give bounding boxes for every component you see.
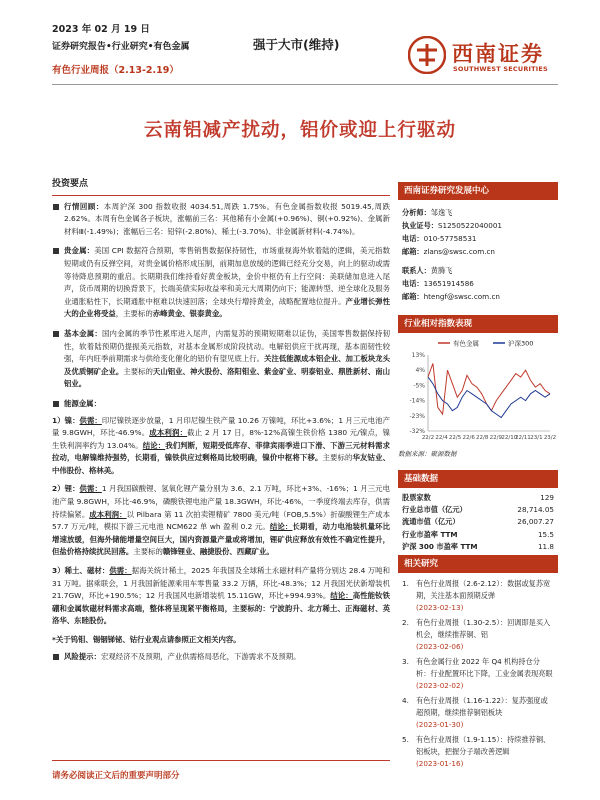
related-research-item[interactable]	[402, 695, 554, 731]
email-line[interactable]: 邮箱：zlans@swsc.com.cn	[402, 247, 495, 256]
subsection-rare-earth	[52, 565, 390, 628]
related-number: 1.	[402, 579, 409, 588]
keyword: 贵金属：	[64, 246, 95, 256]
footer-divider	[52, 760, 390, 761]
sub-head: 1）镍：	[52, 415, 80, 425]
conclusion: 我们判断，短期受低库存、菲律宾雨季进口下滑、下游三元材料需求拉动，电解镍维持强势，长期看，镍铁供应过剩格局比较明确，镍价中枢将下移。	[52, 440, 390, 463]
rating: 强于大市(维持)	[253, 37, 340, 52]
paragraph-text: 本周沪深 300 指数收报 4034.51,周跌 1.75%。有色金属指数收报 5019.45,周跌 2.62%。本周有色金属各子板块，涨幅前三名：其他稀有小金属(+0.96%)、铜(+0.92%)、金属新材料Ⅲ(-1.49%)；涨幅后三名：铅锌(-2.80%)、稀土(-3.70%)、非金属新材料(-4.74%)。	[64, 201, 390, 236]
paragraph-text: 印尼镍铁逐步放量，1 月印尼镍生铁产量 10.26 万镍吨，环比+3.6%；1 月三元电池产量 9.8GWH，环比-46.9%。	[52, 415, 390, 438]
report-date: 2023 年 02 月 19 日	[52, 24, 150, 35]
paragraph-base-metals	[52, 328, 390, 391]
targets: 赣锋锂业、融捷股份、西藏矿业。	[162, 547, 274, 557]
paragraph-precious-metals	[52, 245, 390, 321]
underlined-label: 成本利润：	[89, 509, 127, 519]
paragraph-text: ，主要标的	[115, 309, 153, 319]
paragraph-text: 截止 2 月 17 日，8%-12%高镍生铁价格 1380 元/镍点，镍生铁利润率约为 13.04%。	[52, 428, 390, 450]
chart-source: 数据来源：聚源数据	[398, 450, 457, 458]
logo-text-en: SOUTHWEST SECURITIES	[453, 65, 548, 73]
y-tick-label: 4%	[415, 367, 425, 375]
paragraph-text: 宏观经济不及预期，产业供需格局恶化，下游需求不及预期。	[100, 651, 301, 661]
related-body	[416, 617, 554, 653]
conclusion: 长期看，动力电池装机量环比增速放缓，但海外储能增量空间巨大，国内资源量产量或将增加，锂矿供应释放有效性不确定性提升，但盐价格持续扰民回落。	[52, 522, 390, 557]
bullet-icon	[53, 654, 59, 660]
basic-data-row	[402, 516, 554, 528]
related-body	[416, 578, 554, 614]
bullet-icon	[53, 248, 59, 254]
y-tick-label: 13%	[411, 352, 425, 359]
related-date: (2023-02-13)	[416, 603, 464, 612]
related-number: 5.	[402, 735, 409, 744]
chart-panel	[398, 315, 558, 458]
related-body	[416, 734, 554, 770]
x-tick-label: 22/5	[448, 435, 462, 441]
underlined-label: 供需：	[79, 415, 102, 425]
basic-data-key: 沪深 300 市盈率 TTM	[402, 541, 478, 551]
basic-data-value: 11.8	[537, 541, 554, 551]
report-type: 证券研究报告•行业研究•有色金属	[52, 42, 190, 52]
targets: 华友钴业、中伟股份、格林美。	[52, 453, 390, 475]
x-tick-label: 22/2	[421, 435, 435, 441]
bold-text: 产业增长弹性大的企业将受益	[64, 296, 390, 319]
related-number: 2.	[402, 618, 409, 627]
x-tick-label: 23/1	[530, 435, 543, 441]
paragraph-text: 主要标的	[123, 366, 153, 376]
basic-data-key: 股票家数	[402, 493, 431, 502]
related-date: (2023-02-02)	[416, 681, 464, 690]
keyword: 基本金属：	[64, 328, 102, 338]
conclusion: 高性能钕铁硼和金属软磁材料需求高端，整体将呈现紧平衡格局，主要标的：	[52, 591, 390, 613]
underlined-label: 结论：	[330, 591, 353, 601]
related-title-text[interactable]: 有色行业周报（2.6-2.12）：数据或复苏宽期，关注基本面预期反弹	[416, 579, 551, 600]
related-research-item[interactable]	[402, 656, 554, 692]
keyword: 行情回顾：	[64, 201, 104, 211]
targets: 宁波韵升、北方稀土、正海磁材、英洛华、东睦股份。	[52, 603, 390, 626]
paragraph-text: 美国 CPI 数据符合预期，零售销售数据保持韧性，市场重视海外软着陆的逻辑，美元指数短期或仍有反弹空间，对贵金属价格形成压制，前期加息放缓的逻辑已经充分交易，向上的驱动或需等待降息预期的重启。长期期我们维持看好黄金板块，金价中枢仍有上行空间：美联储加息进入尾声，货币周期的切换背景下，长端美债实际收益率和美元大周期仍向下；能源转型、逆全球化及服务业通胀粘性下，长期通胀中枢难以快速回落；全球央行增持黄金，战略配置地位提升。	[64, 246, 390, 306]
contact-email-line[interactable]: 邮箱：htengf@swsc.com.cn	[402, 292, 500, 301]
contact-line: 联系人：黄腾飞	[402, 266, 453, 275]
targets: 赤峰黄金、银泰黄金。	[152, 309, 227, 319]
bold-text: 关注低能源成本铝企业、加工板块龙头及优质铜矿企业。	[64, 354, 390, 376]
related-title: 相关研究	[398, 555, 558, 573]
basic-data-row	[402, 541, 554, 553]
paragraph-text: 国内金属的季节性累库进入尾声，内需复苏的预期短期难以证伪，美国零售数据保持韧性，软着陆预期仍提振美元指数，对基本金属形成阶段扰动。电解铝供应干扰再现，基本面韧性较强，年内旺季前期需求与供给变化催化的铝价有望见底上行。	[64, 328, 390, 364]
header-divider	[52, 84, 558, 85]
keyword: 能源金属：	[64, 398, 101, 408]
chart-title-bar: 行业相对指数表现	[398, 315, 558, 333]
subsection-nickel	[52, 415, 390, 478]
x-tick-label: 22/11	[514, 435, 531, 441]
paragraph-text: 主要标的	[322, 453, 353, 463]
basic-data-row	[402, 492, 554, 504]
paragraph-text: 主要标的	[133, 547, 163, 557]
x-tick-label: 22/9	[489, 435, 502, 441]
paragraph-energy-metals	[52, 398, 390, 411]
basic-data-row	[402, 529, 554, 541]
related-title-text[interactable]: 有色行业周报（1.30-2.5）：回调即是买入机会，继续推荐铜、铝	[416, 618, 551, 639]
section-title: 投资要点	[52, 179, 89, 189]
x-tick-label: 22/6	[462, 435, 475, 441]
related-research-item[interactable]	[402, 734, 554, 770]
phone-line: 电话：010-57758531	[402, 234, 477, 243]
sub-head: 3）稀土、磁材：	[52, 566, 110, 576]
basic-data-row	[402, 504, 554, 516]
paragraph-market-review	[52, 201, 390, 239]
related-research-item[interactable]	[402, 617, 554, 653]
institute-title-bar: 西南证券研究发展中心	[398, 182, 558, 200]
related-title-text[interactable]: 有色金属行业 2022 年 Q4 机构持仓分析：行业配置环比下降，工业金属表现亮眼	[416, 657, 553, 678]
paragraph-text: 1 月我国碳酸锂、氢氧化锂产量分别为 3.6、2.1 万吨，环比+3%、-16%；1 月三元电池产量 9.8GWH，环比-46.9%，磷酸铁锂电池产量 18.3GWH，环比-46%，一季度终端去库存，供需持续偏紧。	[52, 484, 390, 519]
underlined-label: 供需：	[79, 484, 102, 494]
y-tick-label: -32%	[409, 428, 425, 435]
x-tick-label: 22/4	[435, 435, 448, 441]
main-content	[52, 178, 390, 670]
basic-data-title: 基础数据	[398, 470, 558, 488]
sub-head: 2）锂：	[52, 484, 80, 494]
x-tick-label: 22/8	[476, 435, 489, 441]
analyst-line: 分析师：邹逸飞	[402, 208, 453, 217]
cert-line: 执业证号：S1250522040001	[402, 221, 502, 230]
basic-data-value: 26,007.27	[517, 517, 554, 527]
related-title-text[interactable]: 有色行业周报（1.9-1.15）：持续推荐铜、铝板块，把握分子端改善逻辑	[416, 735, 551, 756]
disclaimer: 请务必阅读正文后的重要声明部分	[52, 771, 180, 781]
basic-data-key: 行业市盈率 TTM	[402, 529, 458, 539]
analyst-panel	[398, 182, 558, 303]
bullet-icon	[53, 204, 59, 210]
weekly-title: 有色行业周报（2.13-2.19）	[52, 65, 179, 76]
related-date: (2023-02-06)	[416, 642, 464, 651]
keyword: 风险提示：	[64, 651, 101, 661]
underlined-label: 结论：	[142, 440, 166, 450]
report-title: 云南铝减产扰动，铝价或迎上行驱动	[143, 120, 456, 141]
paragraph-text: 据海关统计稀土，2025 年我国及全球稀土永磁材料产量将分别达 28.4 万吨和 31 万吨。据乘联会，1 月我国新能源乘用车零售量 33.2 万辆，环比-48.3%；12 月我国光伏新增装机 21.7GW，环比+190.5%；12 月我国风电新增装机 15.11GW，环比+994.93%。	[52, 566, 390, 601]
y-tick-label: -23%	[409, 412, 425, 420]
underlined-label: 成本利润：	[149, 428, 188, 438]
basic-data-value: 15.5	[537, 529, 554, 539]
relative-index-chart	[398, 335, 558, 447]
targets: 天山铝业、神火股份、洛阳钼业、紫金矿业、明泰铝业、鼎胜新材、南山铝业。	[64, 366, 390, 389]
basic-data-value: 129	[540, 493, 554, 502]
related-number: 4.	[402, 696, 409, 705]
footnote: *关于钨钼、锡铟锑铋、钴行业观点请参照正文相关内容。	[52, 635, 241, 644]
related-research-panel	[398, 555, 558, 773]
basic-data-key: 流通市值（亿元）	[402, 517, 460, 527]
y-tick-label: -14%	[409, 397, 425, 405]
related-title-text[interactable]: 有色行业周报（1.16-1.22）：复苏强度或超预期，继续推荐铜铝板块	[416, 696, 548, 717]
related-research-item[interactable]	[402, 578, 554, 614]
underlined-label: 结论：	[269, 522, 293, 532]
basic-data-value: 28,714.05	[517, 505, 554, 515]
related-number: 3.	[402, 657, 409, 666]
basic-data-key: 行业总市值（亿元）	[402, 505, 467, 515]
related-date: (2023-01-30)	[416, 720, 464, 729]
x-tick-label: 23/2	[543, 435, 557, 441]
paragraph-text: 以 Pilbara 第 11 次拍卖锂精矿 7800 美元/吨（FOB,5.5%）折碳酸锂生产成本 57.7 万元/吨，模拟下游三元电池 NCM622 单 wh 盈利 0.2 元。	[52, 509, 390, 532]
company-logo	[408, 34, 558, 78]
legend-label: 有色金属	[453, 339, 479, 348]
bullet-icon	[53, 331, 59, 337]
underlined-label: 供需：	[109, 566, 132, 576]
related-body	[416, 656, 554, 692]
paragraph-risk	[52, 651, 390, 664]
bullet-icon	[53, 401, 59, 407]
related-body	[416, 695, 554, 731]
y-tick-label: -5%	[413, 382, 425, 390]
logo-text-cn: 西南证券	[452, 41, 544, 66]
related-date: (2023-01-16)	[416, 759, 464, 768]
legend-label: 沪深300	[508, 339, 534, 348]
contact-phone-line: 电话：13651914586	[402, 279, 474, 288]
subsection-lithium	[52, 483, 390, 559]
section-divider	[52, 195, 390, 196]
basic-data-panel	[398, 470, 558, 553]
x-tick-label: 22/10	[501, 435, 518, 441]
logo-mark-icon	[408, 36, 446, 74]
